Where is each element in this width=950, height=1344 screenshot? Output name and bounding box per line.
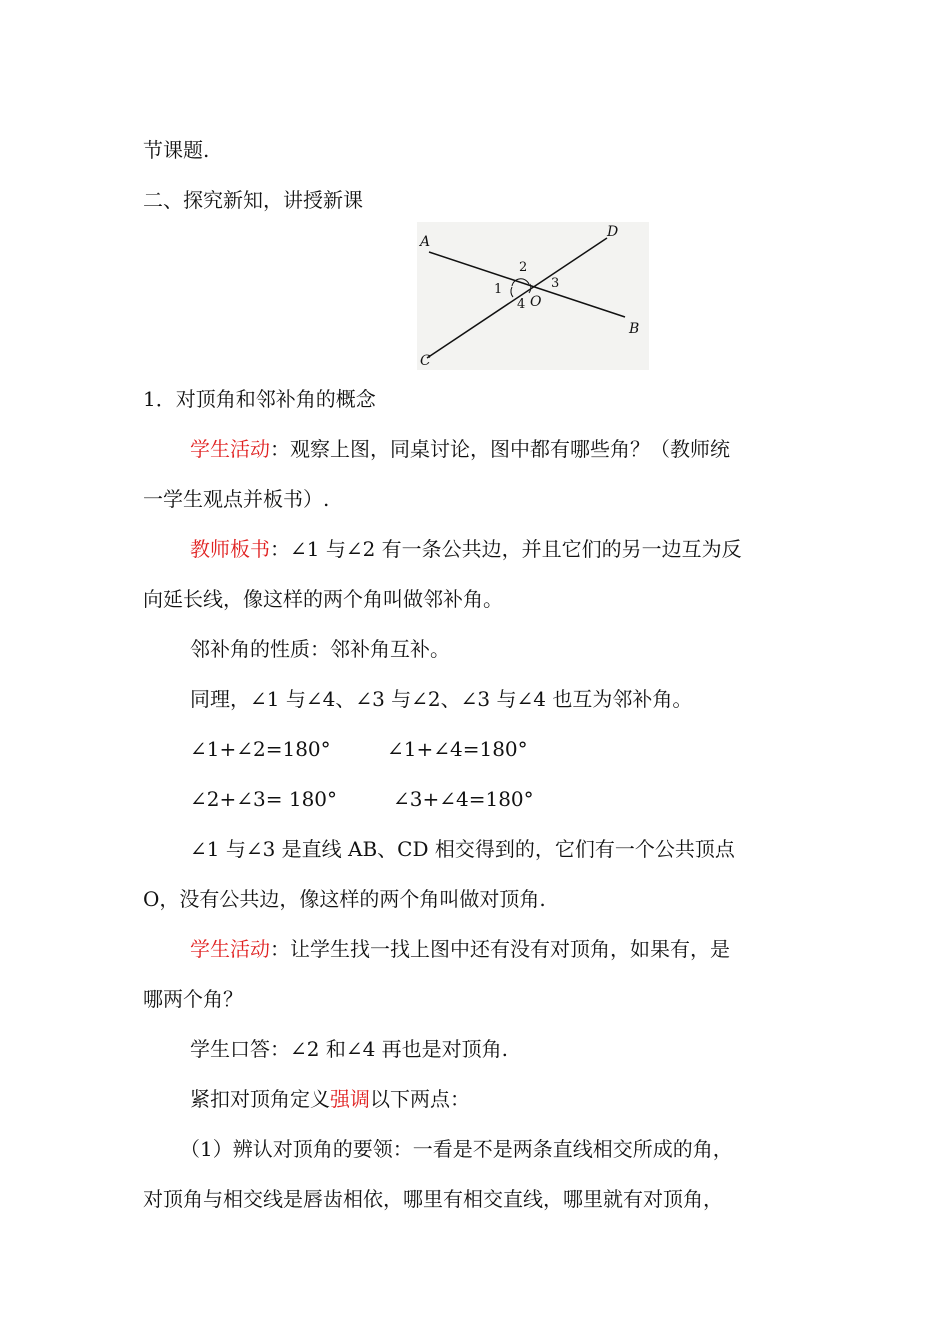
text-span: 以下两点： bbox=[370, 1087, 470, 1111]
equation: ∠3+∠4=180° bbox=[393, 787, 534, 811]
text-line: 同理，∠1 与∠4、∠3 与∠2、∠3 与∠4 也互为邻补角。 bbox=[190, 687, 693, 711]
equation: ∠2+∠3= 180° bbox=[190, 787, 338, 811]
text-line: 学生口答：∠2 和∠4 再也是对顶角. bbox=[190, 1037, 509, 1061]
text-span: ：∠1 与∠2 有一条公共边，并且它们的另一边互为反 bbox=[270, 537, 742, 561]
section-heading: 二、探究新知，讲授新课 bbox=[143, 188, 363, 212]
label-o: O bbox=[530, 294, 542, 310]
text-line: 哪两个角？ bbox=[143, 987, 243, 1011]
text-line bbox=[190, 1086, 470, 1112]
label-b: B bbox=[629, 321, 640, 337]
subsection-heading: 1．对顶角和邻补角的概念 bbox=[143, 387, 376, 411]
text-span: ：让学生找一找上图中还有没有对顶角，如果有，是 bbox=[270, 937, 730, 961]
label-angle-4: 4 bbox=[517, 297, 526, 312]
student-activity-label: 学生活动 bbox=[190, 937, 270, 961]
equation: ∠1+∠2=180° bbox=[190, 737, 331, 761]
intersecting-lines-svg bbox=[417, 222, 649, 370]
text-span: 紧扣对顶角定义 bbox=[190, 1087, 330, 1111]
text-line bbox=[190, 936, 730, 962]
text-line bbox=[190, 436, 730, 462]
text-line bbox=[190, 536, 742, 562]
text-line: 对顶角与相交线是唇齿相依，哪里有相交直线，哪里就有对顶角， bbox=[143, 1187, 723, 1211]
text-line: 节课题. bbox=[143, 138, 210, 162]
text-line: O，没有公共边，像这样的两个角叫做对顶角. bbox=[143, 887, 546, 911]
emphasis-text: 强调 bbox=[330, 1087, 370, 1111]
teacher-board-label: 教师板书 bbox=[190, 537, 270, 561]
equation: ∠1+∠4=180° bbox=[387, 737, 528, 761]
text-line: 邻补角的性质：邻补角互补。 bbox=[190, 637, 450, 661]
label-c: C bbox=[420, 353, 431, 369]
text-line: （1）辨认对顶角的要领：一看是不是两条直线相交所成的角， bbox=[180, 1137, 733, 1161]
label-angle-2: 2 bbox=[519, 260, 528, 275]
text-line: 向延长线，像这样的两个角叫做邻补角。 bbox=[143, 587, 503, 611]
text-line: 一学生观点并板书）. bbox=[143, 487, 330, 511]
intersecting-lines-figure bbox=[417, 222, 649, 370]
text-line: ∠1 与∠3 是直线 AB、CD 相交得到的，它们有一个公共顶点 bbox=[190, 837, 735, 861]
angle-arc-1 bbox=[511, 287, 513, 297]
label-a: A bbox=[420, 234, 431, 250]
label-angle-3: 3 bbox=[551, 276, 560, 291]
label-angle-1: 1 bbox=[494, 282, 503, 297]
student-activity-label: 学生活动 bbox=[190, 437, 270, 461]
label-d: D bbox=[607, 224, 619, 240]
text-span: ：观察上图，同桌讨论，图中都有哪些角？（教师统 bbox=[270, 437, 730, 461]
